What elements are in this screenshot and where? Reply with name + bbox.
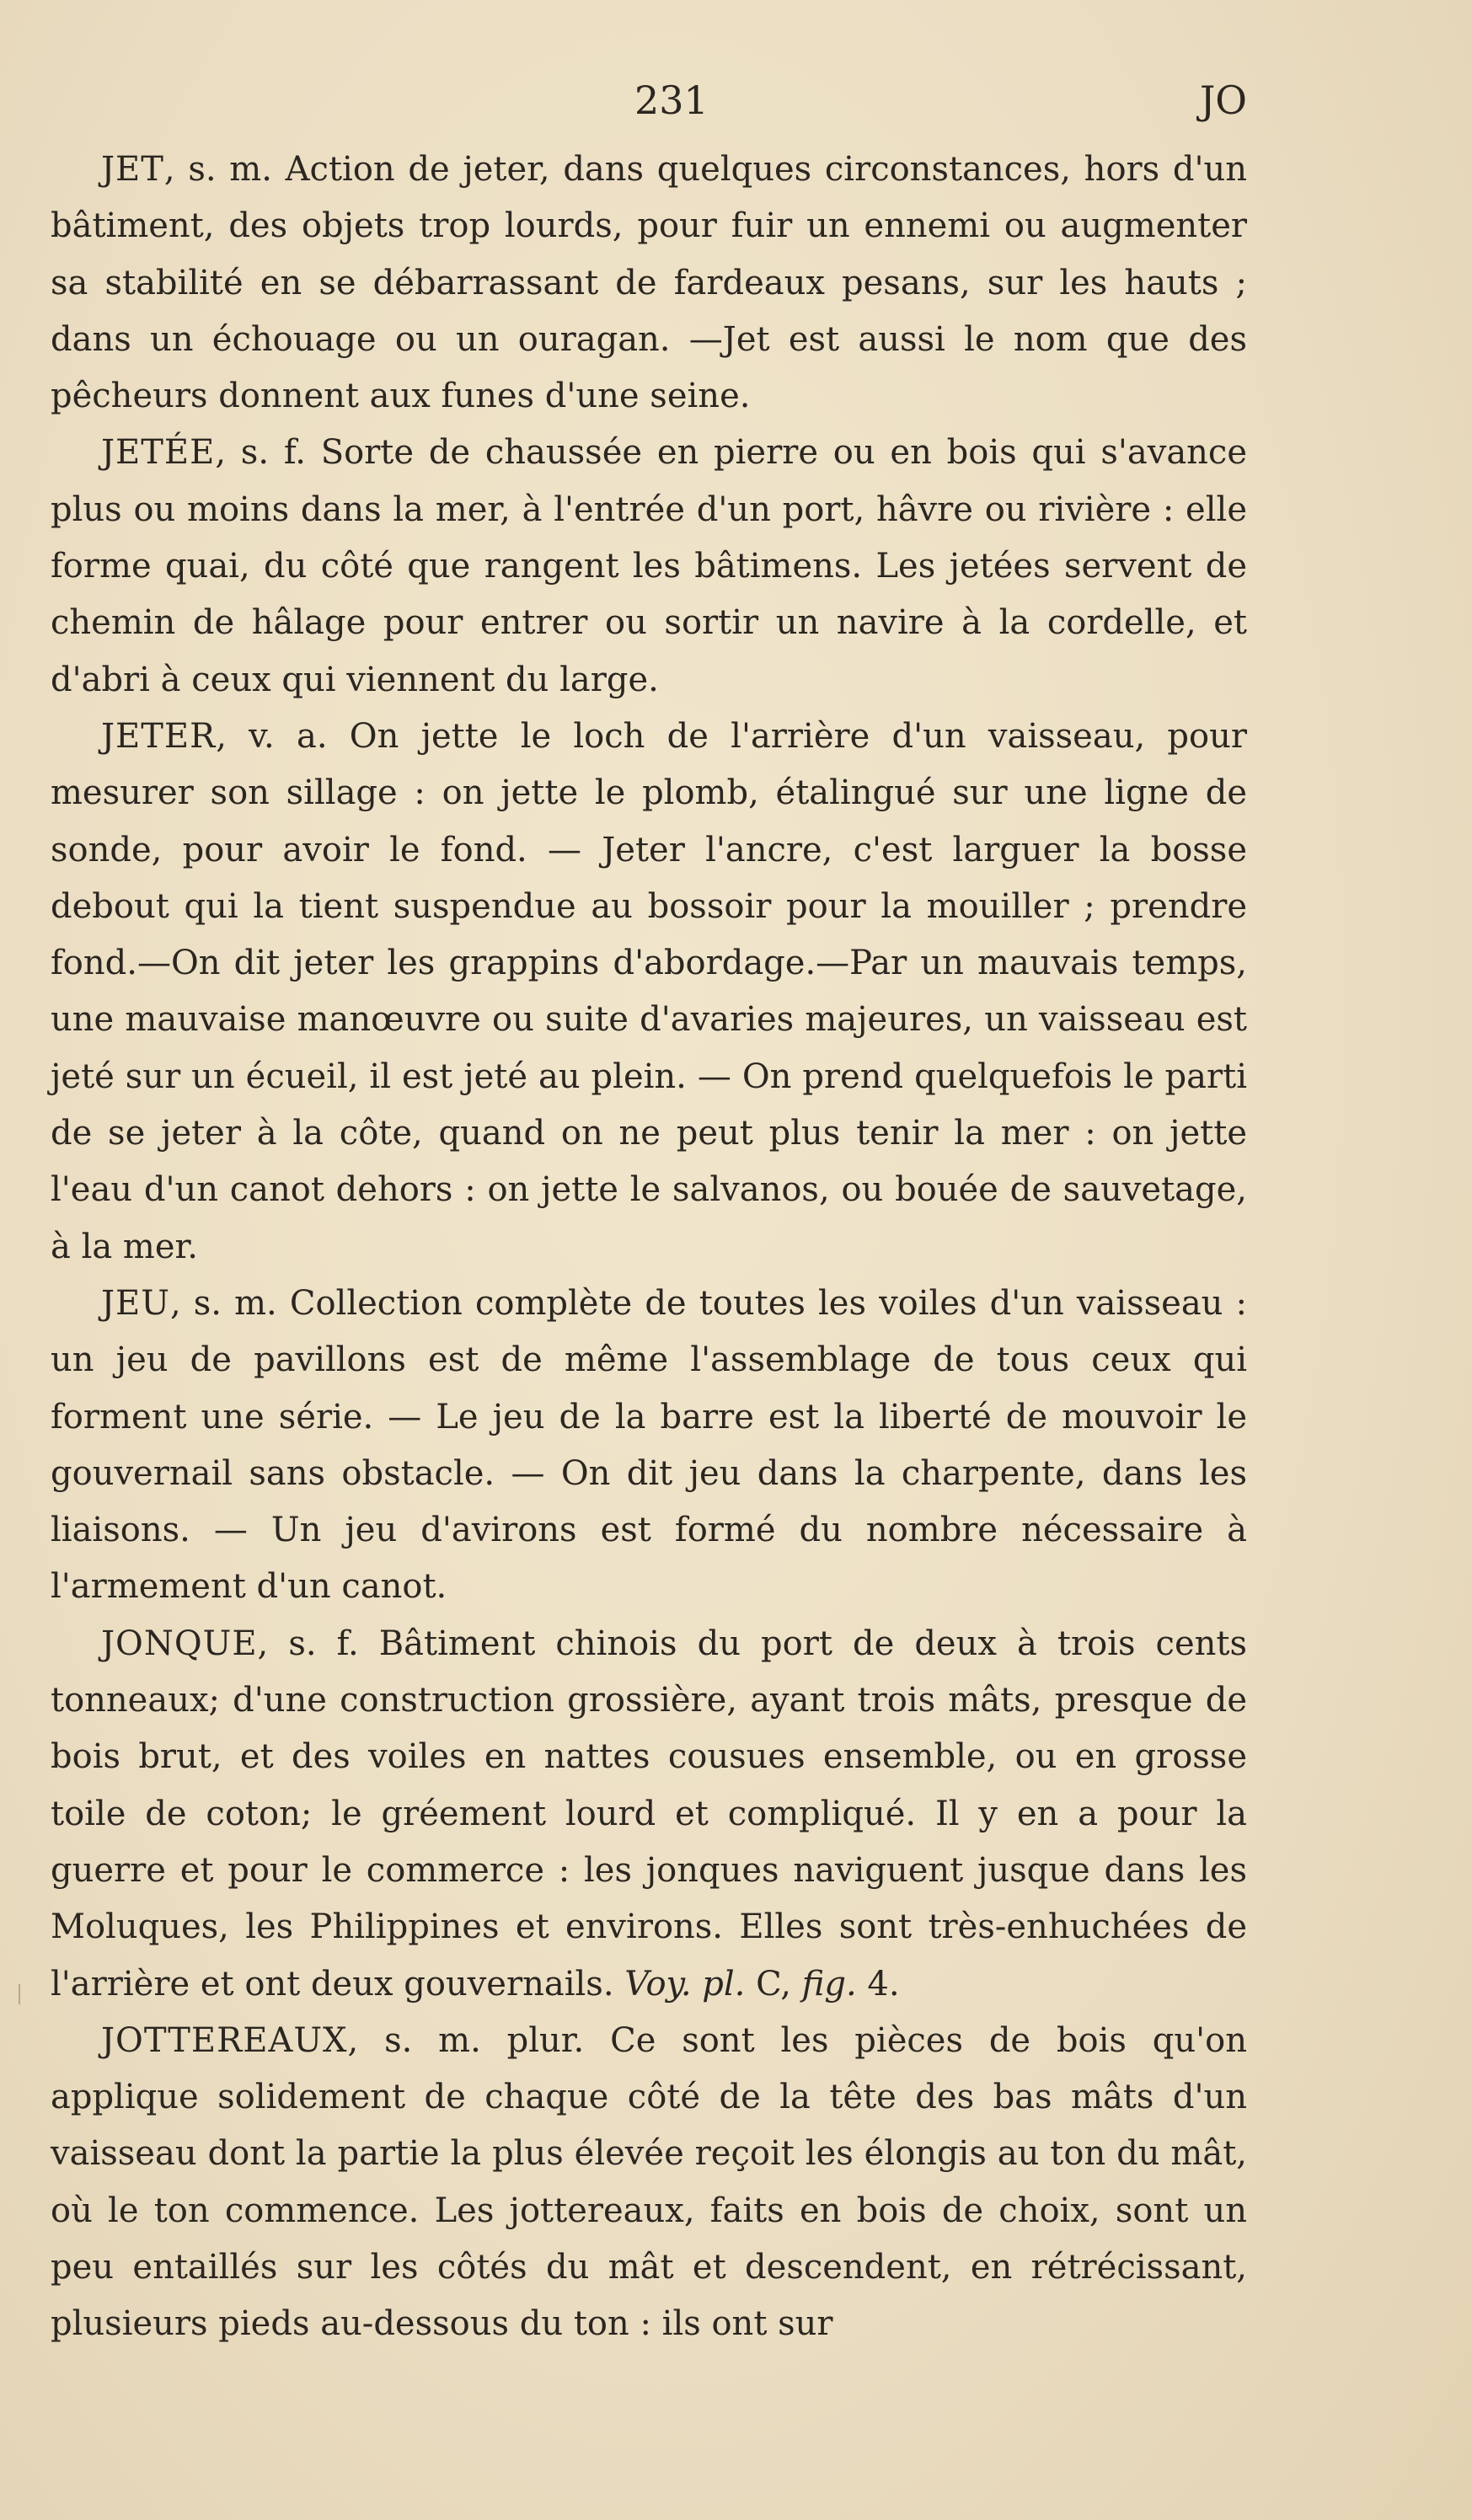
part-of-speech: , s. m. plur. <box>347 2020 585 2060</box>
entry-jonque <box>51 1616 1247 2013</box>
part-of-speech: , s. m. <box>169 1283 277 1323</box>
headword: JETER <box>101 716 217 756</box>
plate-reference: Voy. pl. <box>624 1964 746 2004</box>
page-number: 231 <box>634 78 709 123</box>
entry-jet <box>51 142 1247 425</box>
definition: Sorte de chaussée en pierre ou en bois qui s'avance plus ou moins dans la mer, à l'entrée d'un port, hâvre ou rivière : elle forme quai, du côté que rangent les bâtimens. Les jetées servent de chemin de hâlage pour entrer ou sortir un navire à la cordelle, et d'abri à ceux qui viennent du large. <box>51 433 1247 699</box>
headword: JETÉE <box>101 433 216 473</box>
figure-reference-tail: 4. <box>856 1964 900 2004</box>
entry-jeu <box>51 1276 1247 1616</box>
part-of-speech: , v. a. <box>216 716 328 756</box>
page-edge-mark <box>19 1984 20 2004</box>
page-header <box>51 78 1247 136</box>
definition: On jette le loch de l'arrière d'un vaisseau, pour mesurer son sillage : on jette le plomb, étalingué sur une ligne de sonde, pour avoir le fond. — Jeter l'ancre, c'est larguer la bosse debout qui la tient suspendue au bossoir pour la mouiller ; prendre fond.—On dit jeter les grappins d'abordage.—Par un mauvais temps, une mauvaise manœuvre ou suite d'avaries majeures, un vaisseau est jeté sur un écueil, il est jeté au plein. — On prend quelquefois le parti de se jeter à la côte, quand on ne peut plus tenir la mer : on jette l'eau d'un canot dehors : on jette le salvanos, ou bouée de sauvetage, à la mer. <box>51 716 1247 1266</box>
entry-jetee <box>51 425 1247 708</box>
definition: Collection complète de toutes les voiles d'un vaisseau : un jeu de pavillons est de même l'assemblage de tous ceux qui forment une série. — Le jeu de la barre est la liberté de mouvoir le gouvernail sans obstacle. — On dit jeu dans la charpente, dans les liaisons. — Un jeu d'avirons est formé du nombre nécessaire à l'armement d'un canot. <box>51 1283 1248 1607</box>
headword: JONQUE <box>101 1624 258 1663</box>
definition: Bâtiment chinois du port de deux à trois cents tonneaux; d'une construction grossière, ayant trois mâts, presque de bois brut, et des voiles en nattes cousues ensemble, ou en grosse toile de coton; le gréement lourd et compliqué. Il y en a pour la guerre et pour le commerce : les jonques naviguent jusque dans les Moluques, les Philippines et environs. Elles sont très-enhuchées de l'arrière et ont deux gouvernails. <box>51 1624 1247 2004</box>
part-of-speech: , s. f. <box>257 1624 359 1663</box>
part-of-speech: , s. m. <box>163 150 272 189</box>
definition: Action de jeter, dans quelques circonstances, hors d'un bâtiment, des objets trop lourds, pour fuir un ennemi ou augmenter sa stabilité en se débarrassant de fardeaux pesans, sur les hauts ; dans un échouage ou un ouragan. —Jet est aussi le nom que des pêcheurs donnent aux funes d'une seine. <box>51 150 1248 416</box>
entry-jottereaux <box>51 2013 1247 2353</box>
entry-jeter <box>51 709 1247 1276</box>
definition: Ce sont les pièces de bois qu'on applique solidement de chaque côté de la tête des bas mâts d'un vaisseau dont la partie la plus élevée reçoit les élongis au ton du mât, où le ton commence. Les jottereaux, faits en bois de choix, sont un peu entaillés sur les côtés du mât et descendent, en rétrécissant, plusieurs pieds au-dessous du ton : ils ont sur <box>51 2020 1247 2344</box>
dictionary-text <box>51 142 1247 2353</box>
plate-reference-tail: C, <box>745 1964 802 2004</box>
headword: JEU <box>101 1283 170 1323</box>
figure-reference: fig. <box>801 1964 857 2004</box>
running-head: JO <box>1199 78 1247 123</box>
headword: JET <box>101 150 164 189</box>
part-of-speech: , s. f. <box>215 433 306 473</box>
headword: JOTTEREAUX <box>101 2020 348 2060</box>
